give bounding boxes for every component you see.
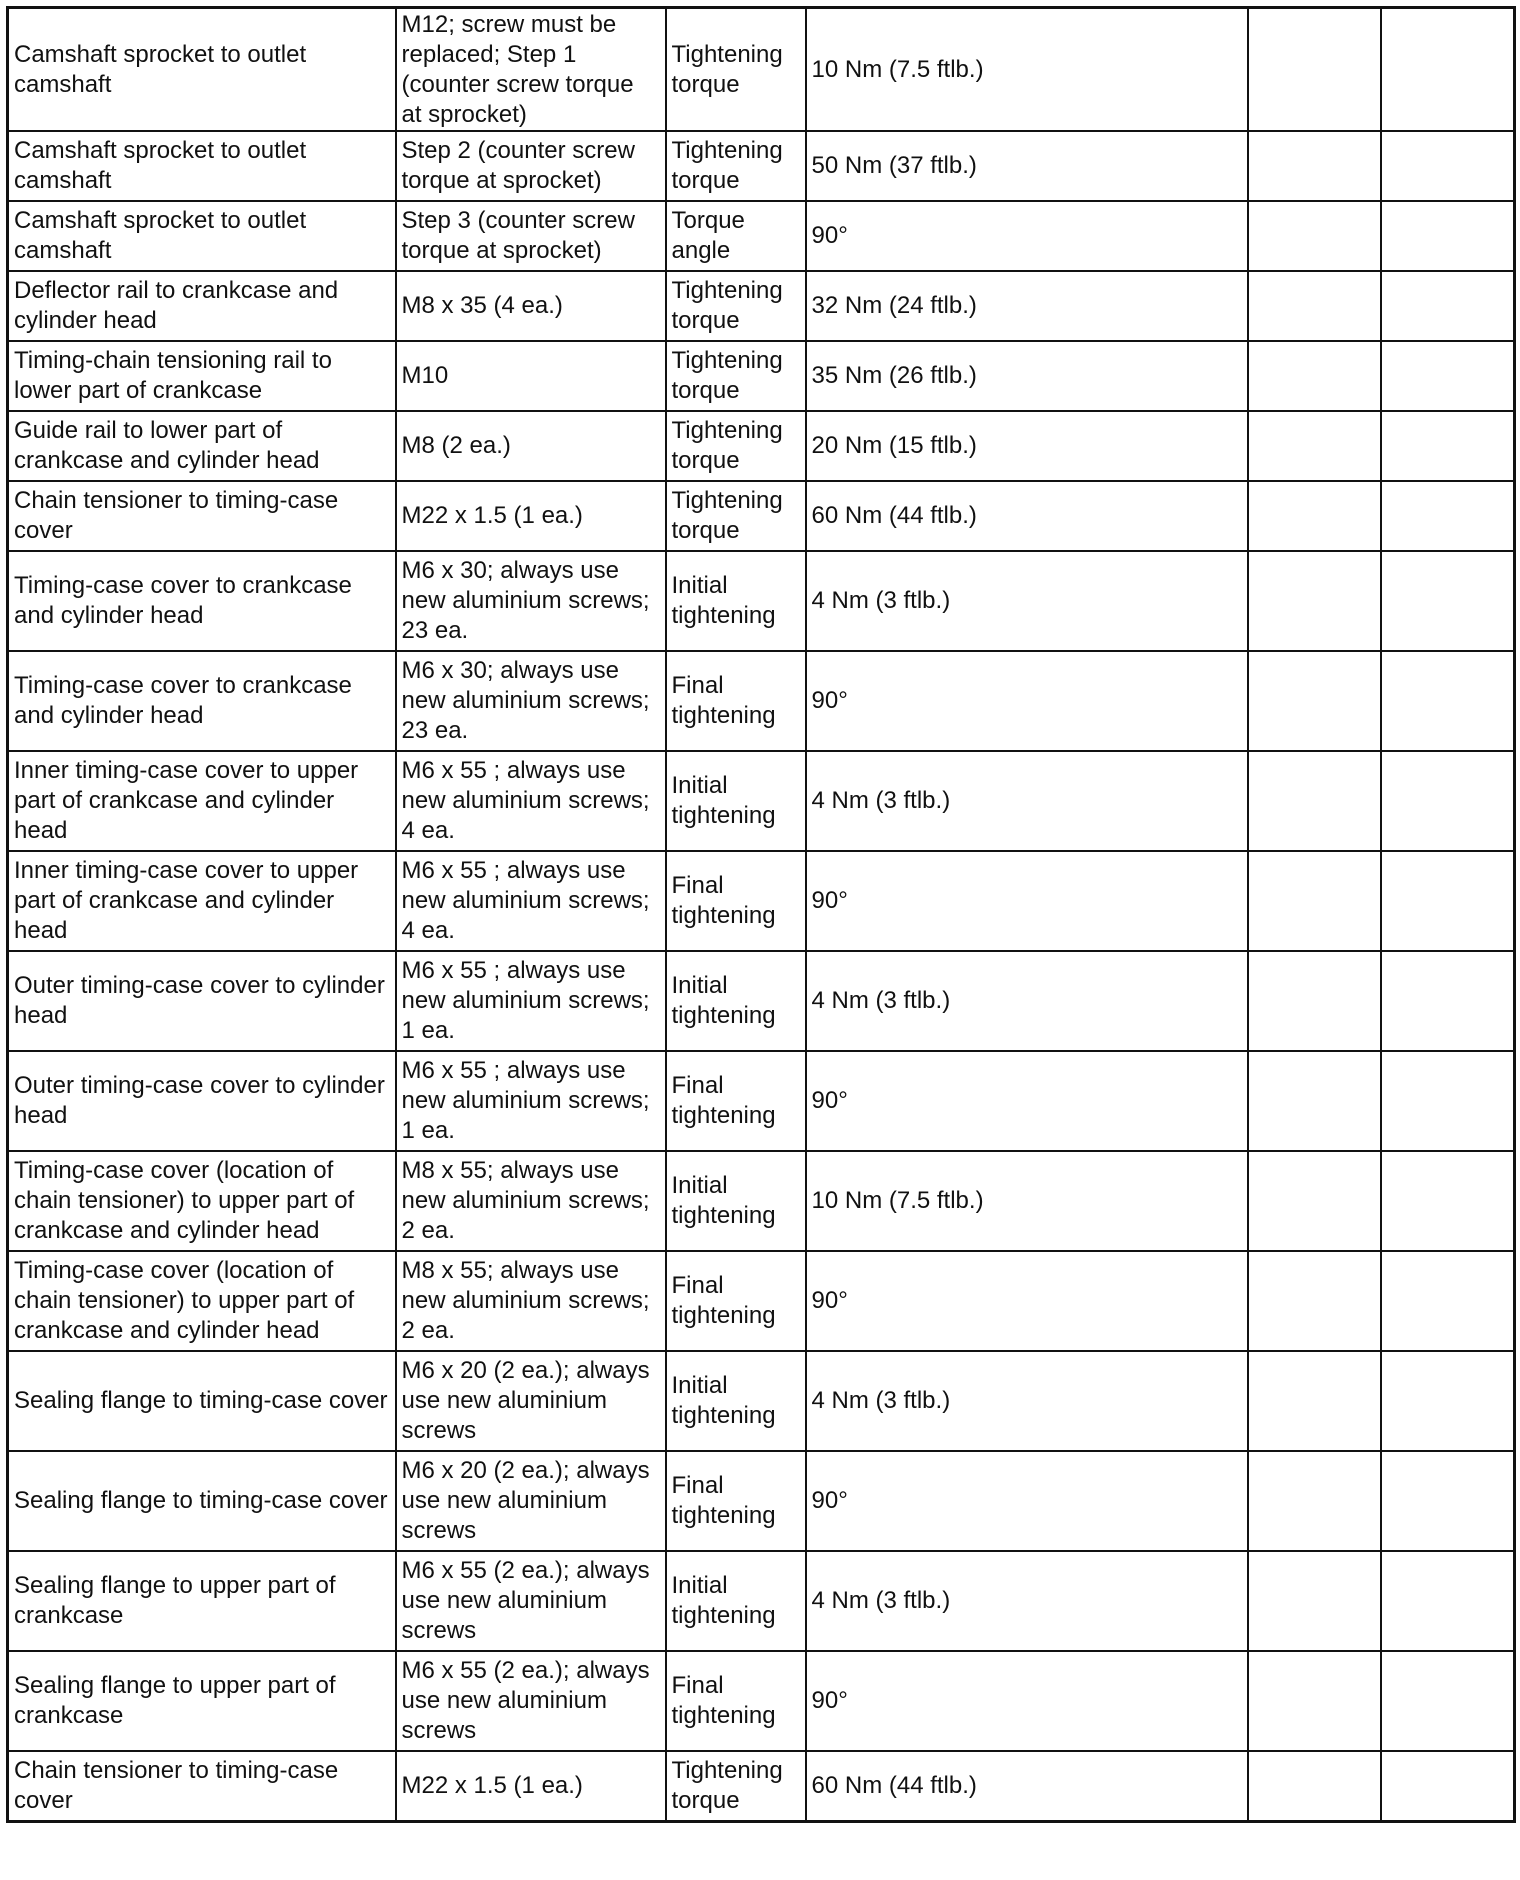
tightening-type-cell: Final tightening bbox=[666, 1651, 806, 1751]
empty-cell-2 bbox=[1381, 551, 1515, 651]
component-cell: Chain tensioner to timing-case cover bbox=[8, 481, 396, 551]
screw-spec-cell: M6 x 30; always use new aluminium screws; 23 ea. bbox=[396, 551, 666, 651]
torque-value-cell: 90° bbox=[806, 1051, 1248, 1151]
empty-cell-1 bbox=[1248, 951, 1381, 1051]
empty-cell-1 bbox=[1248, 1051, 1381, 1151]
screw-spec-cell: Step 3 (counter screw torque at sprocket) bbox=[396, 201, 666, 271]
empty-cell-1 bbox=[1248, 1651, 1381, 1751]
table-row bbox=[8, 651, 1515, 751]
table-row bbox=[8, 341, 1515, 411]
torque-value-cell: 32 Nm (24 ftlb.) bbox=[806, 271, 1248, 341]
component-cell: Inner timing-case cover to upper part of crankcase and cylinder head bbox=[8, 751, 396, 851]
table-row bbox=[8, 751, 1515, 851]
screw-spec-cell: M12; screw must be replaced; Step 1 (counter screw torque at sprocket) bbox=[396, 8, 666, 132]
tightening-type-cell: Tightening torque bbox=[666, 411, 806, 481]
table-row bbox=[8, 411, 1515, 481]
component-cell: Timing-case cover (location of chain tensioner) to upper part of crankcase and cylinder head bbox=[8, 1151, 396, 1251]
torque-value-cell: 90° bbox=[806, 1251, 1248, 1351]
torque-value-cell: 4 Nm (3 ftlb.) bbox=[806, 551, 1248, 651]
empty-cell-1 bbox=[1248, 1251, 1381, 1351]
table-row bbox=[8, 951, 1515, 1051]
table-row bbox=[8, 1251, 1515, 1351]
empty-cell-2 bbox=[1381, 131, 1515, 201]
torque-value-cell: 60 Nm (44 ftlb.) bbox=[806, 481, 1248, 551]
screw-spec-cell: Step 2 (counter screw torque at sprocket) bbox=[396, 131, 666, 201]
empty-cell-2 bbox=[1381, 1151, 1515, 1251]
empty-cell-2 bbox=[1381, 411, 1515, 481]
tightening-type-cell: Tightening torque bbox=[666, 271, 806, 341]
torque-value-cell: 90° bbox=[806, 1451, 1248, 1551]
empty-cell-2 bbox=[1381, 341, 1515, 411]
screw-spec-cell: M8 x 55; always use new aluminium screws; 2 ea. bbox=[396, 1251, 666, 1351]
screw-spec-cell: M6 x 55 ; always use new aluminium screws; 1 ea. bbox=[396, 1051, 666, 1151]
empty-cell-1 bbox=[1248, 851, 1381, 951]
tightening-type-cell: Final tightening bbox=[666, 651, 806, 751]
screw-spec-cell: M6 x 55 (2 ea.); always use new aluminium screws bbox=[396, 1551, 666, 1651]
empty-cell-2 bbox=[1381, 1551, 1515, 1651]
torque-value-cell: 35 Nm (26 ftlb.) bbox=[806, 341, 1248, 411]
table-row bbox=[8, 1151, 1515, 1251]
torque-value-cell: 20 Nm (15 ftlb.) bbox=[806, 411, 1248, 481]
table-row bbox=[8, 8, 1515, 132]
empty-cell-1 bbox=[1248, 551, 1381, 651]
torque-value-cell: 90° bbox=[806, 201, 1248, 271]
component-cell: Timing-case cover to crankcase and cylinder head bbox=[8, 651, 396, 751]
component-cell: Timing-case cover (location of chain tensioner) to upper part of crankcase and cylinder head bbox=[8, 1251, 396, 1351]
empty-cell-1 bbox=[1248, 1751, 1381, 1822]
torque-value-cell: 4 Nm (3 ftlb.) bbox=[806, 751, 1248, 851]
table-row bbox=[8, 551, 1515, 651]
screw-spec-cell: M6 x 30; always use new aluminium screws; 23 ea. bbox=[396, 651, 666, 751]
torque-value-cell: 4 Nm (3 ftlb.) bbox=[806, 1551, 1248, 1651]
tightening-type-cell: Tightening torque bbox=[666, 8, 806, 132]
empty-cell-2 bbox=[1381, 1051, 1515, 1151]
torque-spec-table bbox=[6, 6, 1516, 1823]
tightening-type-cell: Initial tightening bbox=[666, 1551, 806, 1651]
component-cell: Timing-case cover to crankcase and cylinder head bbox=[8, 551, 396, 651]
screw-spec-cell: M8 (2 ea.) bbox=[396, 411, 666, 481]
empty-cell-2 bbox=[1381, 1651, 1515, 1751]
screw-spec-cell: M6 x 55 ; always use new aluminium screws; 1 ea. bbox=[396, 951, 666, 1051]
component-cell: Chain tensioner to timing-case cover bbox=[8, 1751, 396, 1822]
screw-spec-cell: M10 bbox=[396, 341, 666, 411]
screw-spec-cell: M8 x 55; always use new aluminium screws; 2 ea. bbox=[396, 1151, 666, 1251]
screw-spec-cell: M22 x 1.5 (1 ea.) bbox=[396, 1751, 666, 1822]
component-cell: Inner timing-case cover to upper part of crankcase and cylinder head bbox=[8, 851, 396, 951]
tightening-type-cell: Initial tightening bbox=[666, 1151, 806, 1251]
empty-cell-1 bbox=[1248, 8, 1381, 132]
tightening-type-cell: Final tightening bbox=[666, 851, 806, 951]
table-row bbox=[8, 851, 1515, 951]
empty-cell-1 bbox=[1248, 201, 1381, 271]
torque-value-cell: 60 Nm (44 ftlb.) bbox=[806, 1751, 1248, 1822]
table-row bbox=[8, 1051, 1515, 1151]
screw-spec-cell: M6 x 55 ; always use new aluminium screws; 4 ea. bbox=[396, 851, 666, 951]
empty-cell-2 bbox=[1381, 481, 1515, 551]
empty-cell-1 bbox=[1248, 411, 1381, 481]
empty-cell-2 bbox=[1381, 751, 1515, 851]
tightening-type-cell: Torque angle bbox=[666, 201, 806, 271]
component-cell: Sealing flange to timing-case cover bbox=[8, 1351, 396, 1451]
component-cell: Deflector rail to crankcase and cylinder head bbox=[8, 271, 396, 341]
component-cell: Sealing flange to upper part of crankcase bbox=[8, 1551, 396, 1651]
torque-value-cell: 50 Nm (37 ftlb.) bbox=[806, 131, 1248, 201]
empty-cell-2 bbox=[1381, 8, 1515, 132]
component-cell: Camshaft sprocket to outlet camshaft bbox=[8, 131, 396, 201]
screw-spec-cell: M6 x 55 ; always use new aluminium screws; 4 ea. bbox=[396, 751, 666, 851]
empty-cell-1 bbox=[1248, 1351, 1381, 1451]
empty-cell-2 bbox=[1381, 951, 1515, 1051]
screw-spec-cell: M6 x 20 (2 ea.); always use new aluminium screws bbox=[396, 1451, 666, 1551]
screw-spec-cell: M6 x 20 (2 ea.); always use new aluminium screws bbox=[396, 1351, 666, 1451]
component-cell: Outer timing-case cover to cylinder head bbox=[8, 951, 396, 1051]
tightening-type-cell: Final tightening bbox=[666, 1451, 806, 1551]
empty-cell-2 bbox=[1381, 271, 1515, 341]
screw-spec-cell: M8 x 35 (4 ea.) bbox=[396, 271, 666, 341]
tightening-type-cell: Initial tightening bbox=[666, 951, 806, 1051]
tightening-type-cell: Initial tightening bbox=[666, 1351, 806, 1451]
empty-cell-1 bbox=[1248, 271, 1381, 341]
tightening-type-cell: Initial tightening bbox=[666, 751, 806, 851]
empty-cell-1 bbox=[1248, 751, 1381, 851]
empty-cell-2 bbox=[1381, 1351, 1515, 1451]
empty-cell-2 bbox=[1381, 1251, 1515, 1351]
torque-value-cell: 90° bbox=[806, 1651, 1248, 1751]
table-row bbox=[8, 1351, 1515, 1451]
empty-cell-2 bbox=[1381, 651, 1515, 751]
table-row bbox=[8, 1651, 1515, 1751]
torque-value-cell: 90° bbox=[806, 651, 1248, 751]
torque-value-cell: 4 Nm (3 ftlb.) bbox=[806, 1351, 1248, 1451]
table-row bbox=[8, 1451, 1515, 1551]
empty-cell-2 bbox=[1381, 1451, 1515, 1551]
component-cell: Sealing flange to timing-case cover bbox=[8, 1451, 396, 1551]
torque-value-cell: 90° bbox=[806, 851, 1248, 951]
component-cell: Outer timing-case cover to cylinder head bbox=[8, 1051, 396, 1151]
empty-cell-1 bbox=[1248, 651, 1381, 751]
empty-cell-2 bbox=[1381, 851, 1515, 951]
table-row bbox=[8, 1751, 1515, 1822]
empty-cell-1 bbox=[1248, 481, 1381, 551]
table-row bbox=[8, 1551, 1515, 1651]
tightening-type-cell: Tightening torque bbox=[666, 1751, 806, 1822]
table-row bbox=[8, 481, 1515, 551]
empty-cell-1 bbox=[1248, 1151, 1381, 1251]
component-cell: Timing-chain tensioning rail to lower part of crankcase bbox=[8, 341, 396, 411]
screw-spec-cell: M6 x 55 (2 ea.); always use new aluminium screws bbox=[396, 1651, 666, 1751]
tightening-type-cell: Final tightening bbox=[666, 1251, 806, 1351]
tightening-type-cell: Tightening torque bbox=[666, 341, 806, 411]
tightening-type-cell: Tightening torque bbox=[666, 481, 806, 551]
tightening-type-cell: Initial tightening bbox=[666, 551, 806, 651]
empty-cell-1 bbox=[1248, 1451, 1381, 1551]
tightening-type-cell: Final tightening bbox=[666, 1051, 806, 1151]
torque-spec-body bbox=[8, 8, 1515, 1822]
empty-cell-1 bbox=[1248, 1551, 1381, 1651]
tightening-type-cell: Tightening torque bbox=[666, 131, 806, 201]
table-row bbox=[8, 201, 1515, 271]
component-cell: Camshaft sprocket to outlet camshaft bbox=[8, 201, 396, 271]
screw-spec-cell: M22 x 1.5 (1 ea.) bbox=[396, 481, 666, 551]
component-cell: Guide rail to lower part of crankcase and cylinder head bbox=[8, 411, 396, 481]
torque-value-cell: 4 Nm (3 ftlb.) bbox=[806, 951, 1248, 1051]
empty-cell-2 bbox=[1381, 201, 1515, 271]
component-cell: Camshaft sprocket to outlet camshaft bbox=[8, 8, 396, 132]
empty-cell-2 bbox=[1381, 1751, 1515, 1822]
empty-cell-1 bbox=[1248, 341, 1381, 411]
table-row bbox=[8, 131, 1515, 201]
torque-value-cell: 10 Nm (7.5 ftlb.) bbox=[806, 1151, 1248, 1251]
table-row bbox=[8, 271, 1515, 341]
component-cell: Sealing flange to upper part of crankcase bbox=[8, 1651, 396, 1751]
torque-value-cell: 10 Nm (7.5 ftlb.) bbox=[806, 8, 1248, 132]
empty-cell-1 bbox=[1248, 131, 1381, 201]
